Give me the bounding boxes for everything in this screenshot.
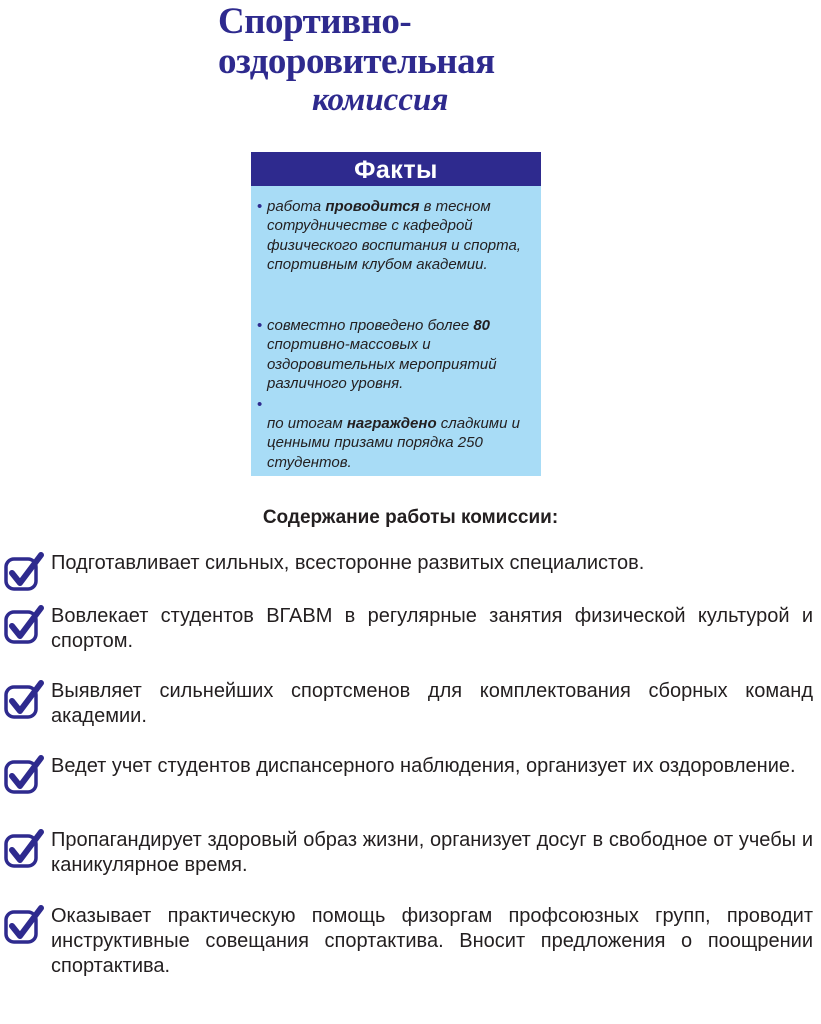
facts-header: Факты	[251, 152, 541, 186]
fact-text-pre: работа	[267, 198, 326, 215]
list-item-text: Подготавливает сильных, всесторонне развитых специалистов.	[51, 552, 645, 574]
fact-text-post: сладкими и ценными призами порядка 250 студентов.	[267, 415, 520, 471]
list-item-text: Выявляет сильнейших спортсменов для комплектования сборных команд академии.	[51, 680, 813, 727]
facts-panel	[251, 152, 541, 476]
checkbox-check-icon	[4, 754, 44, 794]
list-item-text: Оказывает практическую помощь физоргам профсоюзных групп, проводит инструктивные совещания спортактива. Вносит предложения о поощрении спортактива.	[51, 905, 813, 977]
fact-text-post: спортивно-массовых и оздоровительных мероприятий различного уровня.	[267, 336, 497, 392]
checkbox-check-icon	[4, 904, 44, 944]
fact-item	[257, 197, 536, 274]
checkbox-check-icon	[4, 604, 44, 644]
section-title: Содержание работы комиссии:	[262, 507, 559, 528]
bullet-icon: •	[257, 317, 263, 334]
title-line-2: оздоровительная	[218, 41, 495, 82]
fact-text-bold: награждено	[346, 415, 437, 432]
fact-text-pre: по итогам	[267, 415, 347, 432]
checkbox-check-icon	[4, 679, 44, 719]
list-item-text: Вовлекает студентов ВГАВМ в регулярные занятия физической культурой и спортом.	[51, 605, 813, 652]
bullet-icon: •	[257, 396, 263, 413]
title-line-1: Спортивно-	[218, 1, 412, 42]
checkbox-check-icon	[4, 551, 44, 591]
fact-text-bold: 80	[473, 317, 491, 334]
list-item-text: Ведет учет студентов диспансерного наблюдения, организует их оздоровление.	[51, 755, 796, 777]
bullet-icon: •	[257, 198, 263, 215]
checkbox-check-icon	[4, 828, 44, 868]
fact-item	[257, 395, 536, 472]
title-line-3: комиссия	[312, 82, 449, 118]
list-item-text: Пропагандирует здоровый образ жизни, организует досуг в свободное от учебы и каникулярное время.	[51, 829, 813, 876]
fact-text-bold: проводится	[325, 198, 420, 215]
fact-text-post: в тесном сотрудничестве с кафедрой физического воспитания и спорта, спортивным клубом академии.	[267, 198, 521, 273]
fact-item	[257, 316, 536, 393]
fact-text-pre: совместно проведено более	[267, 317, 474, 334]
